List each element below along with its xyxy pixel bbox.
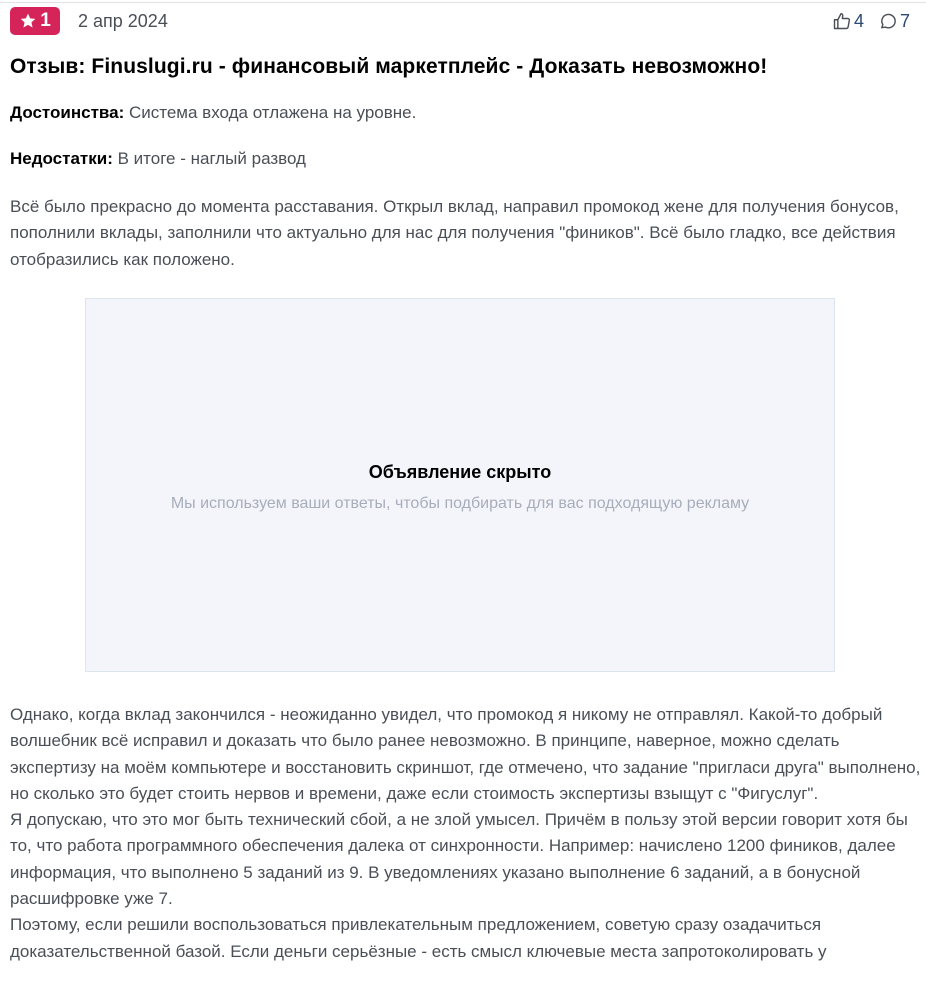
comment-bubble-icon	[878, 11, 898, 31]
review-paragraph-2	[10, 702, 922, 965]
likes-count: 4	[853, 10, 864, 31]
star-icon	[19, 12, 37, 30]
comments-button[interactable]	[878, 11, 910, 32]
review-cons	[10, 149, 306, 169]
rating-value: 1	[40, 10, 51, 31]
cons-label: Недостатки:	[10, 149, 113, 168]
pros-label: Достоинства:	[10, 103, 125, 122]
review-text-line: Однако, когда вклад закончился - неожиданно увидел, что промокод я никому не отправлял. Какой-то добрый волшебник всё исправил и доказать что было ранее невозможно. В принципе, наверное, можно сделать экспертизу на моём компьютере и восстановить скриншот, где отмечено, что задание "пригласи друга" выполнено, но сколько это будет стоить нервов и времени, даже если стоимость экспертизы взыщут с "Фигуслуг".	[10, 705, 921, 803]
top-divider	[0, 2, 926, 3]
ad-hidden-subtitle: Мы используем ваши ответы, чтобы подбирать для вас подходящую рекламу	[170, 494, 750, 512]
review-title: Отзыв: Finuslugi.ru - финансовый маркетплейс - Доказать невозможно!	[10, 55, 768, 78]
review-pros	[10, 103, 416, 123]
review-stats	[832, 11, 910, 32]
review-text-line: Поэтому, если решили воспользоваться привлекательным предложением, советую сразу озадачиться доказательственной базой. Если деньги серьёзные - есть смысл ключевые места запротоколировать у	[10, 915, 827, 961]
cons-text: В итоге - наглый развод	[112, 149, 306, 168]
review-date: 2 апр 2024	[78, 10, 168, 31]
thumbs-up-icon	[832, 11, 852, 31]
rating-badge	[10, 7, 60, 35]
pros-text: Система входа отлажена на уровне.	[124, 103, 417, 122]
review-paragraph-1: Всё было прекрасно до момента расставания. Открыл вклад, направил промокод жене для получения бонусов, пополнили вклады, заполнили что актуально для нас для получения "фиников". Всё было гладко, все действия отобразились как положено.	[10, 197, 899, 269]
hidden-ad-placeholder	[85, 298, 835, 672]
review-text-line: Я допускаю, что это мог быть технический сбой, а не злой умысел. Причём в пользу этой версии говорит хотя бы то, что работа программного обеспечения далека от синхронности. Например: начислено 1200 фиников, далее информация, что выполнено 5 заданий из 9. В уведомлениях указано выполнение 6 заданий, а в бонусной расшифровке уже 7.	[10, 810, 908, 909]
comments-count: 7	[899, 10, 910, 31]
ad-hidden-title: Объявление скрыто	[368, 461, 552, 482]
review-meta	[10, 7, 910, 35]
likes-button[interactable]	[832, 11, 864, 32]
